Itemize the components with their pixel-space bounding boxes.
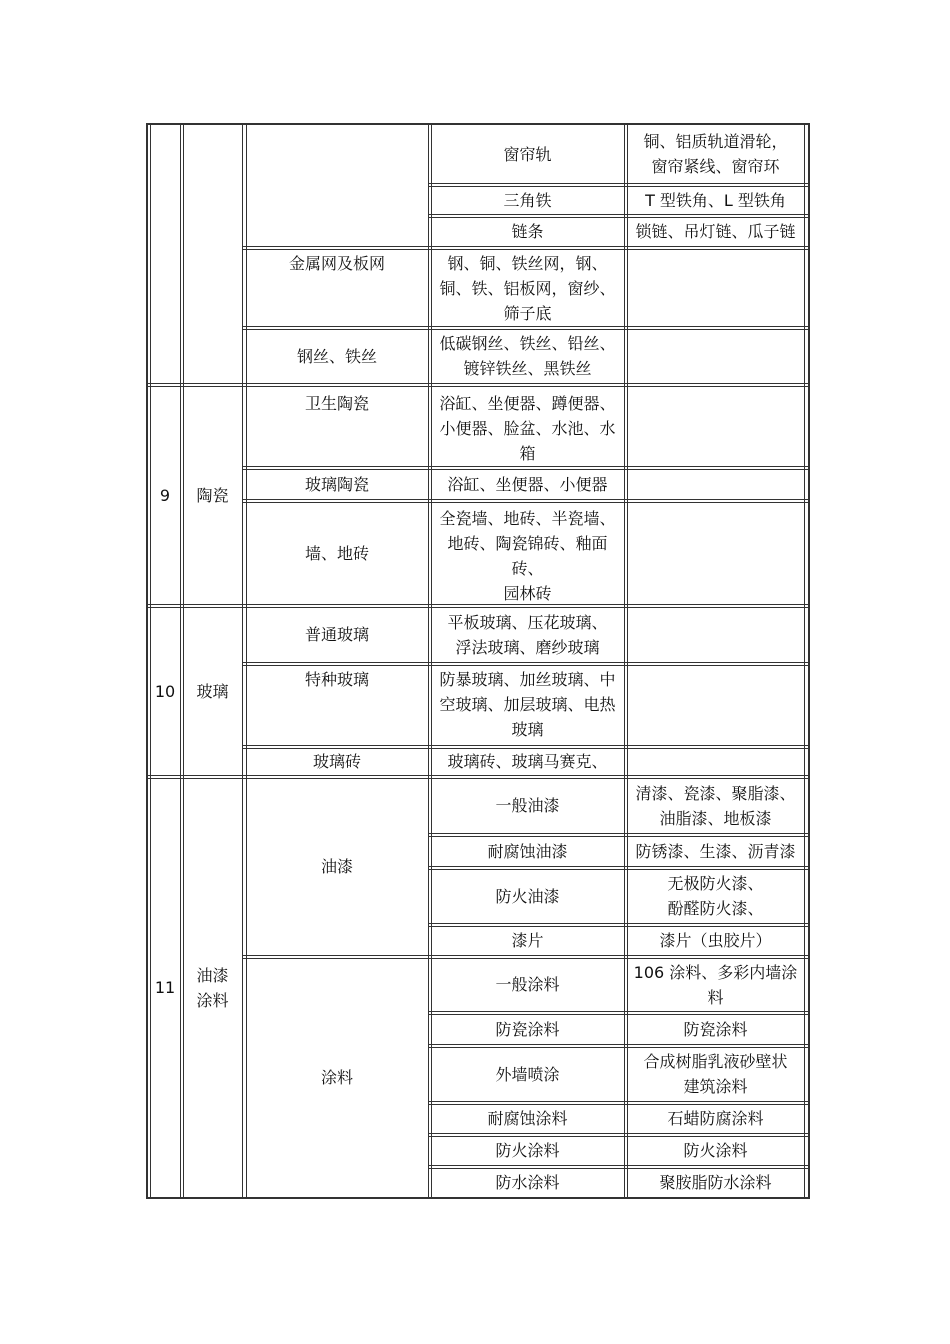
item-text: 防火涂料 bbox=[495, 1141, 560, 1160]
item-cell bbox=[431, 607, 624, 662]
subcategory-cell bbox=[246, 389, 428, 466]
detail-cell bbox=[627, 958, 804, 1011]
item-text: 一般油漆 bbox=[495, 796, 560, 815]
detail-cell bbox=[627, 1047, 804, 1101]
item-cell bbox=[431, 217, 624, 246]
subcategory-text: 墙、地砖 bbox=[304, 543, 369, 563]
item-cell bbox=[431, 329, 624, 383]
item-cell bbox=[431, 186, 624, 214]
item-cell bbox=[431, 125, 624, 183]
item-cell bbox=[431, 389, 624, 466]
group-number-text: 10 bbox=[154, 681, 176, 701]
detail-text: 聚胺脂防水涂料 bbox=[659, 1173, 772, 1192]
subcategory-cell bbox=[246, 249, 428, 326]
item-text: 漆片 bbox=[511, 931, 544, 950]
detail-text: 合成树脂乳液砂壁状 建筑涂料 bbox=[643, 1052, 788, 1096]
item-cell bbox=[431, 748, 624, 775]
item-cell bbox=[431, 778, 624, 833]
item-text: 一般涂料 bbox=[495, 975, 560, 994]
group-name bbox=[183, 778, 242, 1197]
detail-cell bbox=[627, 125, 804, 183]
subcategory-text: 金属网及板网 bbox=[288, 254, 385, 273]
item-cell bbox=[431, 869, 624, 923]
item-cell bbox=[431, 1104, 624, 1133]
subcategory-cell bbox=[246, 958, 428, 1197]
detail-cell bbox=[627, 1136, 804, 1165]
item-cell bbox=[431, 504, 624, 604]
detail-text: T 型铁角、L 型铁角 bbox=[645, 190, 786, 210]
subcategory-cell bbox=[246, 469, 428, 499]
detail-text: 漆片（虫胶片） bbox=[659, 931, 772, 950]
item-cell bbox=[431, 958, 624, 1011]
subcategory-cell bbox=[246, 778, 428, 955]
item-text: 外墙喷涂 bbox=[495, 1064, 560, 1084]
item-cell bbox=[431, 926, 624, 955]
item-text: 钢、铜、铁丝网，钢、 铜、铁、铝板网，窗纱、 筛子底 bbox=[439, 254, 616, 323]
item-cell bbox=[431, 1168, 624, 1197]
item-text: 防暴玻璃、加丝玻璃、中 空玻璃、加层玻璃、电热 玻璃 bbox=[439, 670, 616, 739]
item-cell bbox=[431, 249, 624, 326]
detail-text: 石蜡防腐涂料 bbox=[667, 1109, 764, 1128]
item-text: 浴缸、坐便器、蹲便器、 小便器、脸盆、水池、水 箱 bbox=[439, 394, 616, 463]
group-name-text: 玻璃 bbox=[196, 681, 229, 701]
detail-cell bbox=[627, 869, 804, 923]
item-text: 链条 bbox=[511, 222, 544, 241]
detail-cell bbox=[627, 1014, 804, 1044]
detail-cell bbox=[627, 1168, 804, 1197]
item-text: 防水涂料 bbox=[495, 1173, 560, 1192]
subcategory-cell bbox=[246, 329, 428, 383]
item-text: 全瓷墙、地砖、半瓷墙、 地砖、陶瓷锦砖、釉面 砖、 园林砖 bbox=[439, 509, 616, 603]
group-name-text: 油漆 涂料 bbox=[196, 965, 229, 1010]
detail-cell bbox=[627, 778, 804, 833]
group-name-text: 陶瓷 bbox=[196, 485, 229, 505]
subcategory-cell bbox=[246, 607, 428, 662]
detail-cell bbox=[627, 836, 804, 866]
item-text: 耐腐蚀油漆 bbox=[487, 841, 568, 861]
detail-text: 106 涂料、多彩内墙涂 料 bbox=[633, 962, 798, 1007]
subcategory-cell bbox=[246, 665, 428, 745]
item-text: 防火油漆 bbox=[495, 886, 560, 906]
item-cell bbox=[431, 469, 624, 499]
subcategory-text: 油漆 bbox=[320, 857, 353, 876]
subcategory-text: 玻璃陶瓷 bbox=[304, 474, 369, 494]
item-text: 防瓷涂料 bbox=[495, 1019, 560, 1039]
item-text: 三角铁 bbox=[503, 190, 552, 210]
subcategory-text: 涂料 bbox=[320, 1068, 353, 1087]
group-number-text: 9 bbox=[159, 485, 171, 505]
subcategory-text: 普通玻璃 bbox=[304, 625, 369, 644]
detail-cell bbox=[627, 186, 804, 214]
subcategory-text: 特种玻璃 bbox=[304, 670, 369, 689]
group-number bbox=[150, 386, 180, 604]
group-name bbox=[183, 607, 242, 775]
subcategory-cell bbox=[246, 748, 428, 775]
detail-text: 清漆、瓷漆、聚脂漆、 油脂漆、地板漆 bbox=[635, 783, 796, 828]
detail-text: 铜、铝质轨道滑轮， 窗帘紧线、窗帘环 bbox=[643, 132, 788, 176]
item-text: 低碳钢丝、铁丝、铅丝、 镀锌铁丝、黑铁丝 bbox=[439, 334, 616, 378]
item-cell bbox=[431, 1047, 624, 1101]
detail-text: 防锈漆、生漆、沥青漆 bbox=[635, 841, 796, 861]
item-text: 耐腐蚀涂料 bbox=[487, 1109, 568, 1128]
subcategory-text: 卫生陶瓷 bbox=[304, 394, 369, 413]
item-text: 平板玻璃、压花玻璃、 浮法玻璃、磨纱玻璃 bbox=[447, 612, 608, 657]
item-text: 窗帘轨 bbox=[503, 144, 552, 164]
subcategory-text: 钢丝、铁丝 bbox=[296, 346, 377, 366]
group-number bbox=[150, 607, 180, 775]
detail-cell bbox=[627, 1104, 804, 1133]
group-name bbox=[183, 386, 242, 604]
detail-cell bbox=[627, 926, 804, 955]
item-cell bbox=[431, 1136, 624, 1165]
detail-text: 锁链、吊灯链、瓜子链 bbox=[635, 222, 796, 241]
item-cell bbox=[431, 665, 624, 745]
item-cell bbox=[431, 1014, 624, 1044]
detail-text: 防瓷涂料 bbox=[683, 1019, 748, 1039]
group-number bbox=[150, 778, 180, 1197]
group-number-text: 11 bbox=[154, 978, 176, 997]
subcategory-cell bbox=[246, 502, 428, 604]
detail-cell bbox=[627, 217, 804, 246]
detail-text: 无极防火漆、 酚醛防火漆、 bbox=[667, 874, 764, 918]
item-text: 玻璃砖、玻璃马赛克、 bbox=[447, 752, 608, 771]
item-text: 浴缸、坐便器、小便器 bbox=[447, 474, 608, 494]
subcategory-text: 玻璃砖 bbox=[312, 752, 361, 771]
item-cell bbox=[431, 836, 624, 866]
detail-text: 防火涂料 bbox=[683, 1141, 748, 1160]
